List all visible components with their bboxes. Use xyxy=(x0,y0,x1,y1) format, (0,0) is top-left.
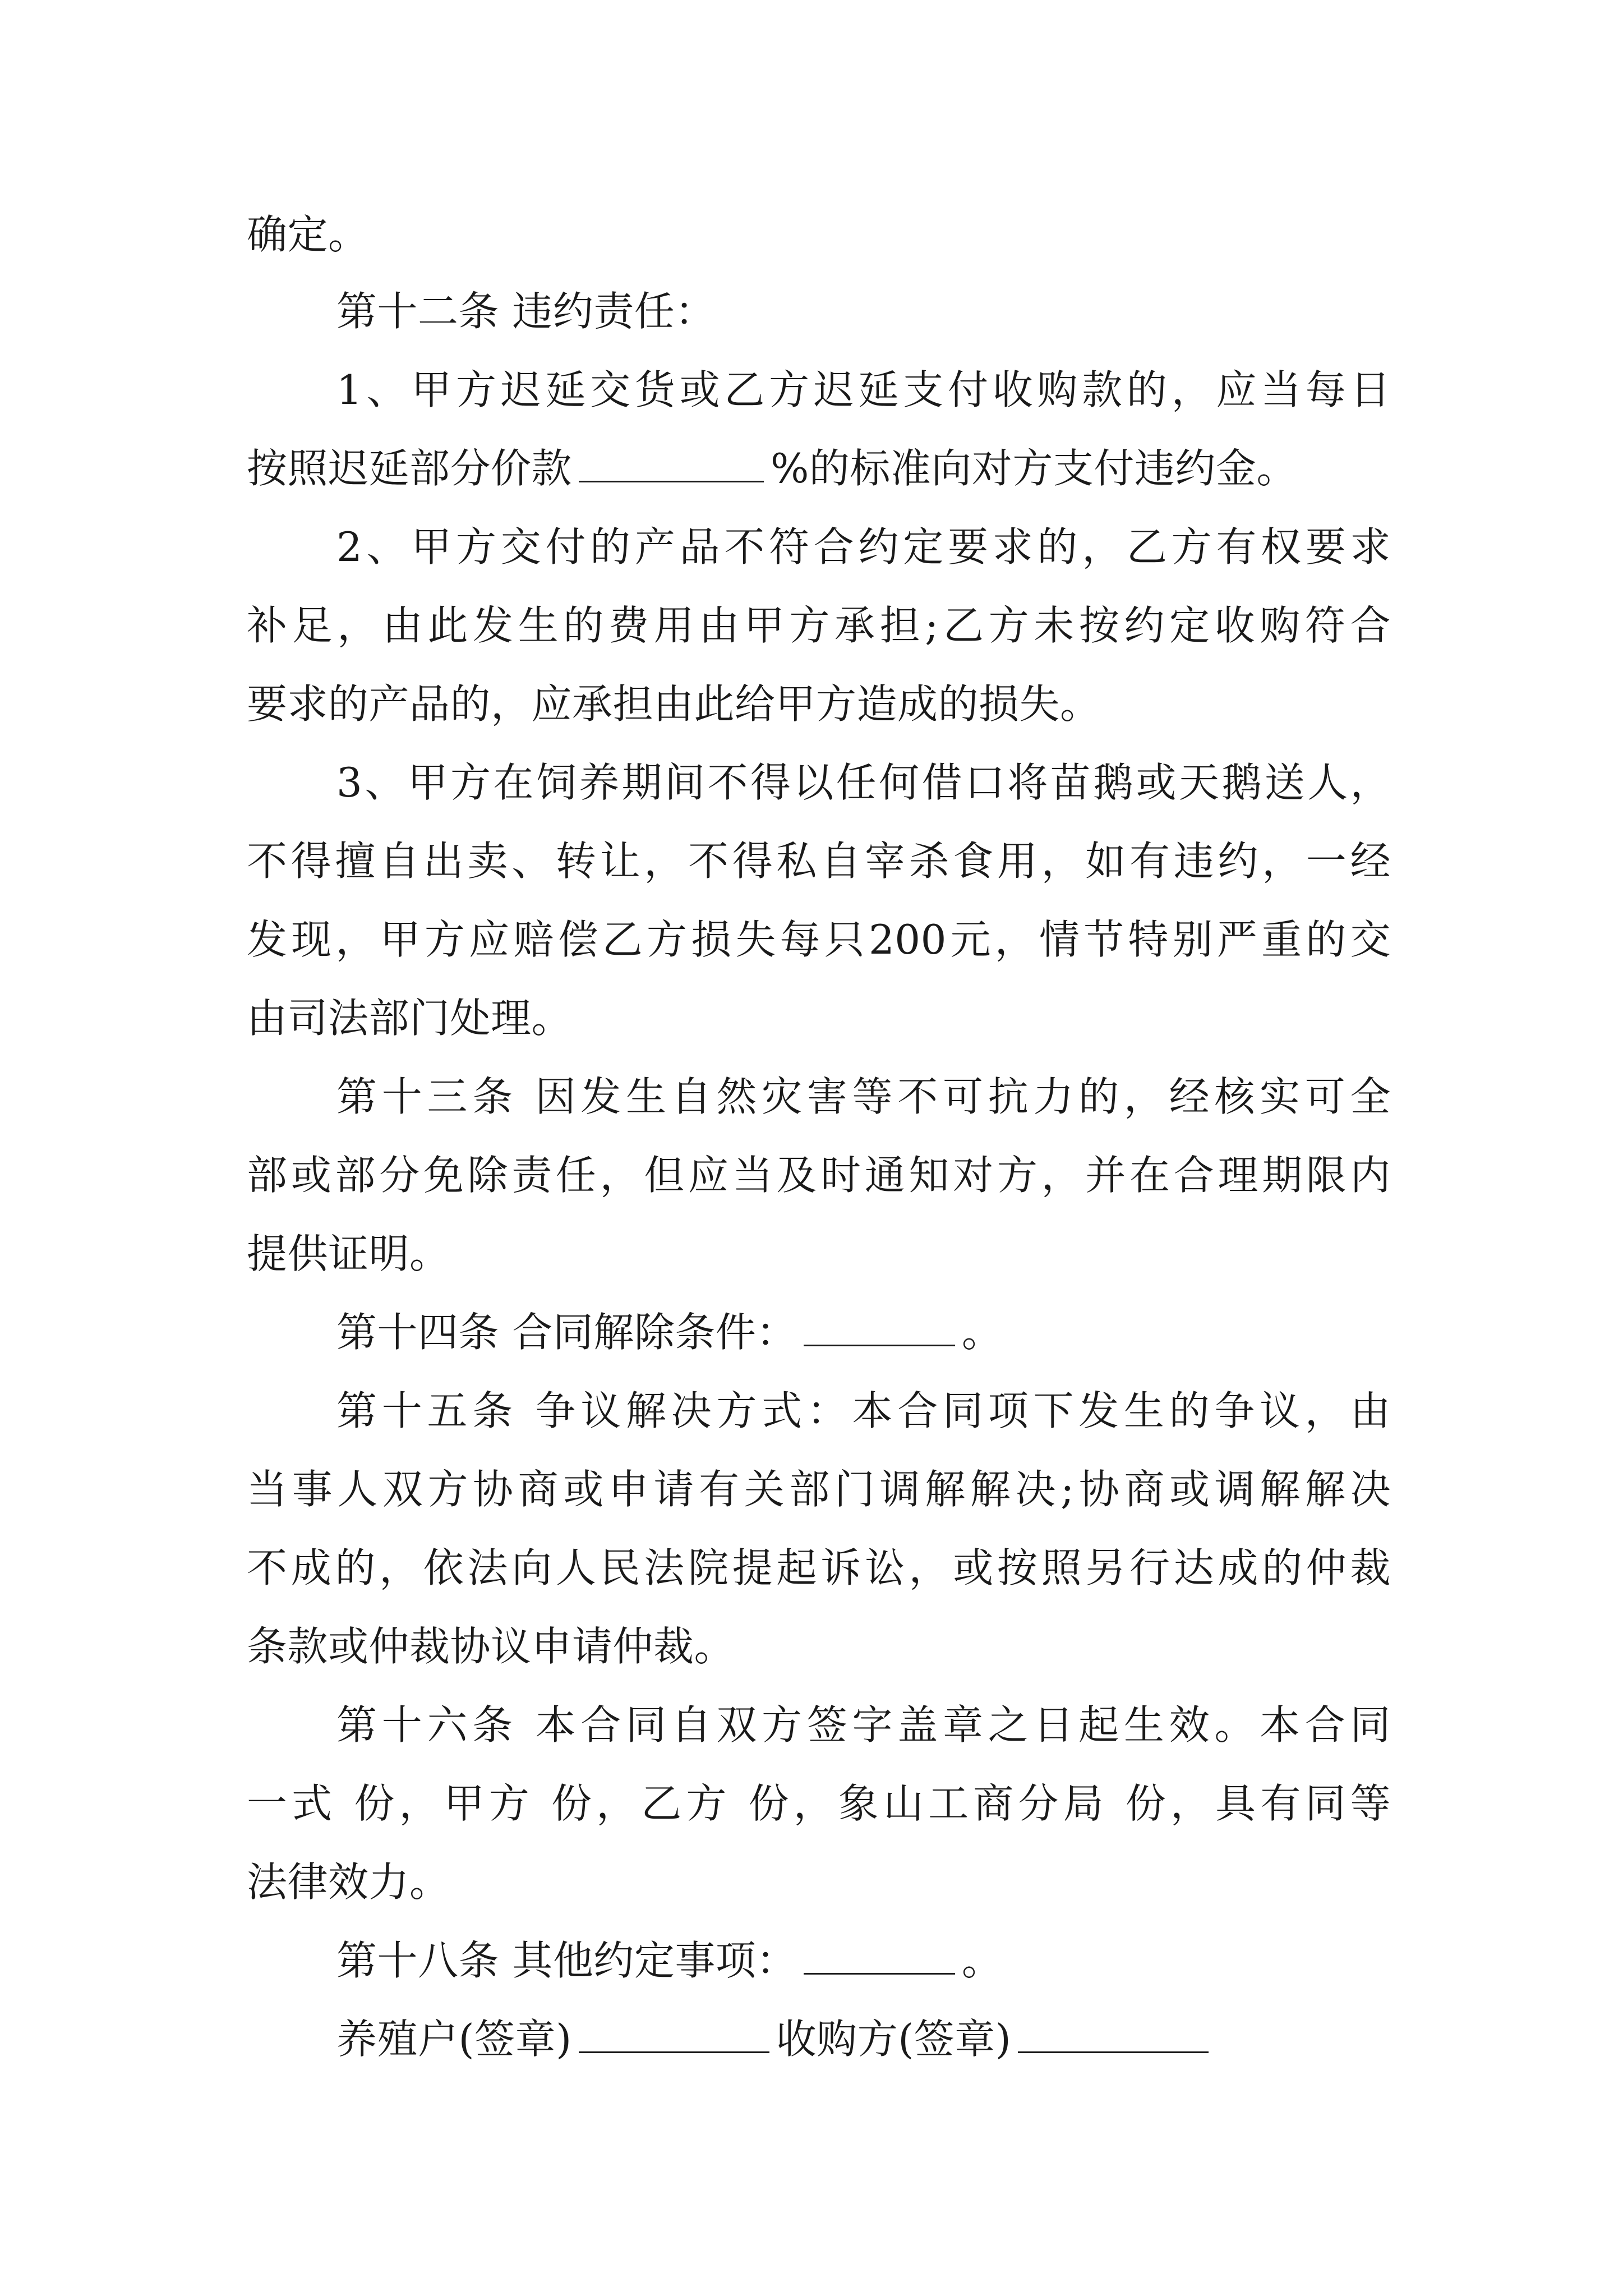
text-fragment: 第十八条 其他约定事项： xyxy=(336,1937,797,1984)
text-line: 不成的，依法向人民法院提起诉讼，或按照另行达成的仲裁 xyxy=(247,1544,1391,1591)
clause-heading: 第十三条 因发生自然灾害等不可抗力的，经核实可全 xyxy=(336,1073,1391,1120)
text-line: 法律效力。 xyxy=(247,1858,450,1906)
clause-heading: 第十五条 争议解决方式：本合同项下发生的争议，由 xyxy=(336,1387,1391,1434)
text-line: 部或部分免除责任，但应当及时通知对方，并在合理期限内 xyxy=(247,1152,1391,1199)
clause-heading: 第十六条 本合同自双方签字盖章之日起生效。本合同 xyxy=(336,1701,1391,1749)
fill-blank xyxy=(804,1934,955,1975)
clause-heading xyxy=(336,1932,1391,1989)
text-line: 提供证明。 xyxy=(247,1230,450,1277)
text-fragment: 第十四条 合同解除条件： xyxy=(336,1309,797,1356)
signature-line xyxy=(336,2011,1391,2067)
fill-blank xyxy=(579,441,764,482)
text-line: 不得擅自出卖、转让，不得私自宰杀食用，如有违约，一经 xyxy=(247,838,1391,885)
text-line: 1、甲方迟延交货或乙方迟延支付收购款的，应当每日 xyxy=(336,366,1391,413)
buyer-signature-label: 收购方(签章) xyxy=(776,2016,1012,2063)
clause-heading: 第十二条 违约责任： xyxy=(336,288,716,335)
text-fragment: 。 xyxy=(961,1937,1003,1984)
farmer-signature-blank xyxy=(579,2012,769,2053)
fill-blank xyxy=(804,1305,955,1346)
text-line: 条款或仲裁协议申请仲裁。 xyxy=(247,1623,735,1670)
text-line: 2、甲方交付的产品不符合约定要求的，乙方有权要求 xyxy=(336,523,1391,570)
clause-heading xyxy=(336,1304,1391,1360)
text-line: 3、甲方在饲养期间不得以任何借口将苗鹅或天鹅送人， xyxy=(336,759,1391,806)
farmer-signature-label: 养殖户(签章) xyxy=(336,2016,572,2063)
buyer-signature-blank xyxy=(1018,2012,1209,2053)
text-line: 由司法部门处理。 xyxy=(247,995,573,1042)
text-line: 确定。 xyxy=(247,211,369,258)
text-fragment: %的标准向对方支付违约金。 xyxy=(771,445,1297,492)
text-line: 一式 份，甲方 份，乙方 份，象山工商分局 份，具有同等 xyxy=(247,1780,1391,1827)
text-fragment: 。 xyxy=(961,1309,1003,1356)
text-line: 当事人双方协商或申请有关部门调解解决;协商或调解解决 xyxy=(247,1466,1391,1513)
text-line: 补足，由此发生的费用由甲方承担;乙方未按约定收购符合 xyxy=(247,602,1391,649)
text-fragment: 按照迟延部分价款 xyxy=(247,445,573,492)
text-line: 要求的产品的，应承担由此给甲方造成的损失。 xyxy=(247,680,1101,728)
text-line: 发现，甲方应赔偿乙方损失每只200元，情节特别严重的交 xyxy=(247,916,1391,963)
text-line xyxy=(247,440,1391,496)
